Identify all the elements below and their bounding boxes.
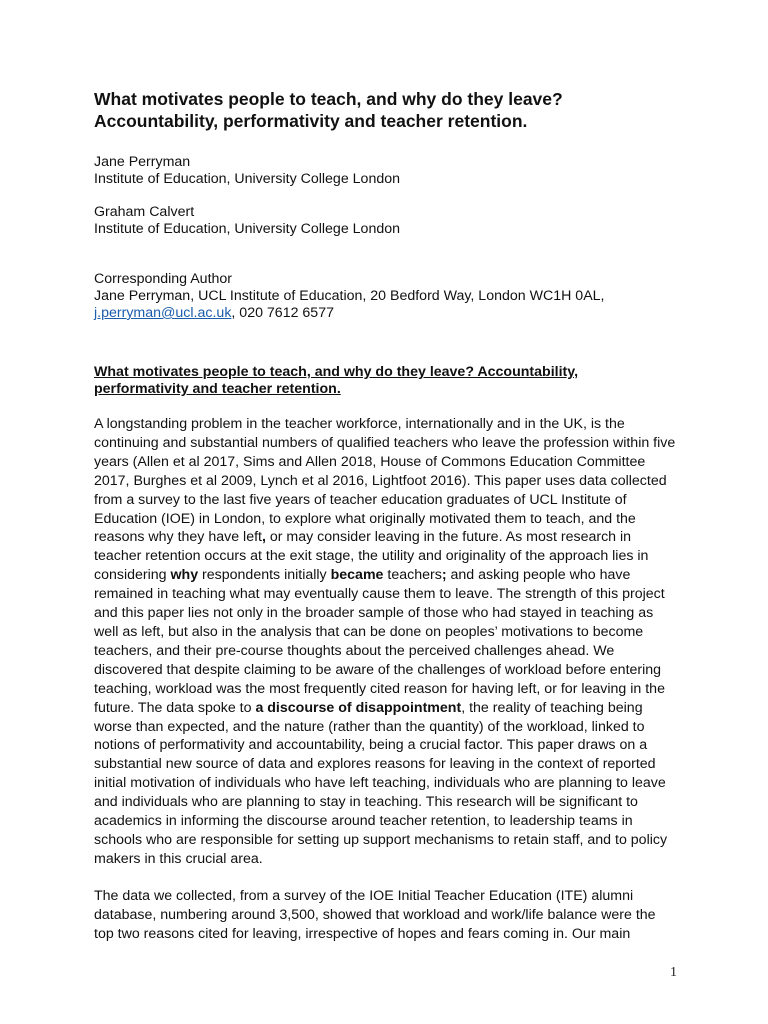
paragraph-1 <box>94 415 694 869</box>
text-line: from a survey to the last five years of teacher education graduates of UCL Institute of <box>94 491 627 508</box>
emphasis-why: why <box>170 567 199 584</box>
section-heading-line-2: performativity and teacher retention. <box>94 381 341 397</box>
page-number: 1 <box>670 965 677 980</box>
author-1 <box>94 154 694 188</box>
text-line: top two reasons cited for leaving, irrespective of hopes and fears coming in. Our main <box>94 925 631 942</box>
text-line: schools who are responsible for setting up support mechanisms to retain staff, and to policy <box>94 831 668 848</box>
text-line: remained in teaching what may eventually cause them to leave. The strength of this project <box>94 586 665 603</box>
text-line: teacher retention occurs at the exit stage, the utility and originality of the approach lies in <box>94 548 649 565</box>
text-line: makers in this crucial area. <box>94 850 263 867</box>
author-name: Jane Perryman <box>94 154 191 170</box>
text-line: teachers, and their pre-course thoughts about the perceived challenges ahead. We <box>94 642 615 659</box>
page-content <box>94 88 694 943</box>
author-2 <box>94 204 694 238</box>
text-line: discovered that despite claiming to be aware of the challenges of workload before entering <box>94 661 662 678</box>
text-run: and asking people who have <box>446 567 631 584</box>
text-line: database, numbering around 3,500, showed that workload and work/life balance were the <box>94 906 656 923</box>
text-run: reasons why they have left <box>94 529 262 546</box>
text-run: future. The data spoke to <box>94 699 256 716</box>
title-line-2: Accountability, performativity and teacher retention. <box>94 111 528 131</box>
text-line: 2017, Burghes et al 2009, Lynch et al 2016, Lightfoot 2016). This paper uses data collected <box>94 472 667 489</box>
text-line: Education (IOE) in London, to explore what originally motivated them to teach, and the <box>94 510 636 527</box>
text-line: initial motivation of individuals who have left teaching, individuals who are planning to leave <box>94 775 666 792</box>
section-heading-line-1: What motivates people to teach, and why do they leave? Accountability, <box>94 364 579 380</box>
text-run: teachers <box>383 567 442 584</box>
text-line: academics in informing the discourse around teacher retention, to leadership teams in <box>94 813 633 830</box>
text-run: considering <box>94 567 171 584</box>
emphasis-became: became <box>330 567 384 584</box>
bold-comma: , <box>261 529 266 546</box>
text-line: notions of performativity and accountability, being a crucial factor. This paper draws on a <box>94 737 648 754</box>
email-link[interactable]: j.perryman@ucl.ac.uk <box>94 305 232 321</box>
text-run: respondents initially <box>198 567 331 584</box>
text-line: years (Allen et al 2017, Sims and Allen 2018, House of Commons Education Committee <box>94 453 646 470</box>
corresponding-address: Jane Perryman, UCL Institute of Education, 20 Bedford Way, London WC1H 0AL, <box>94 288 605 304</box>
text-line: A longstanding problem in the teacher workforce, internationally and in the UK, is the <box>94 416 625 432</box>
author-affiliation: Institute of Education, University College London <box>94 171 401 187</box>
section-heading <box>94 364 694 398</box>
corresponding-author <box>94 271 694 322</box>
text-line: and individuals who are planning to stay in teaching. This research will be significant to <box>94 794 638 811</box>
text-line: The data we collected, from a survey of the IOE Initial Teacher Education (ITE) alumni <box>94 887 634 904</box>
text-run: or may consider leaving in the future. As most research in <box>265 529 632 546</box>
text-line: and this paper lies not only in the broader sample of those who had stayed in teaching as <box>94 605 654 622</box>
text-line: continuing and substantial numbers of qualified teachers who leave the profession within five <box>94 434 676 451</box>
text-line <box>94 528 694 547</box>
text-line <box>94 699 694 718</box>
phone-number: , 020 7612 6577 <box>231 305 334 321</box>
corresponding-label: Corresponding Author <box>94 271 233 287</box>
text-line: teaching, workload was the most frequently cited reason for having left, or for leaving in the <box>94 680 665 697</box>
paragraph-2 <box>94 887 694 944</box>
bold-semicolon: ; <box>441 567 447 584</box>
text-line: substantial new source of data and explores reasons for leaving in the context of reported <box>94 756 656 773</box>
title-line-1: What motivates people to teach, and why do they leave? <box>94 89 563 109</box>
corresponding-contact <box>94 305 694 322</box>
author-affiliation: Institute of Education, University College London <box>94 221 401 237</box>
text-line <box>94 566 694 585</box>
author-name: Graham Calvert <box>94 204 195 220</box>
text-run: , the reality of teaching being <box>461 699 643 716</box>
text-line: worse than expected, and the nature (rather than the quantity) of the workload, linked to <box>94 718 645 735</box>
emphasis-discourse: a discourse of disappointment <box>255 699 462 716</box>
text-line: well as left, but also in the analysis that can be done on peoples’ motivations to become <box>94 623 644 640</box>
paper-title <box>94 88 694 132</box>
